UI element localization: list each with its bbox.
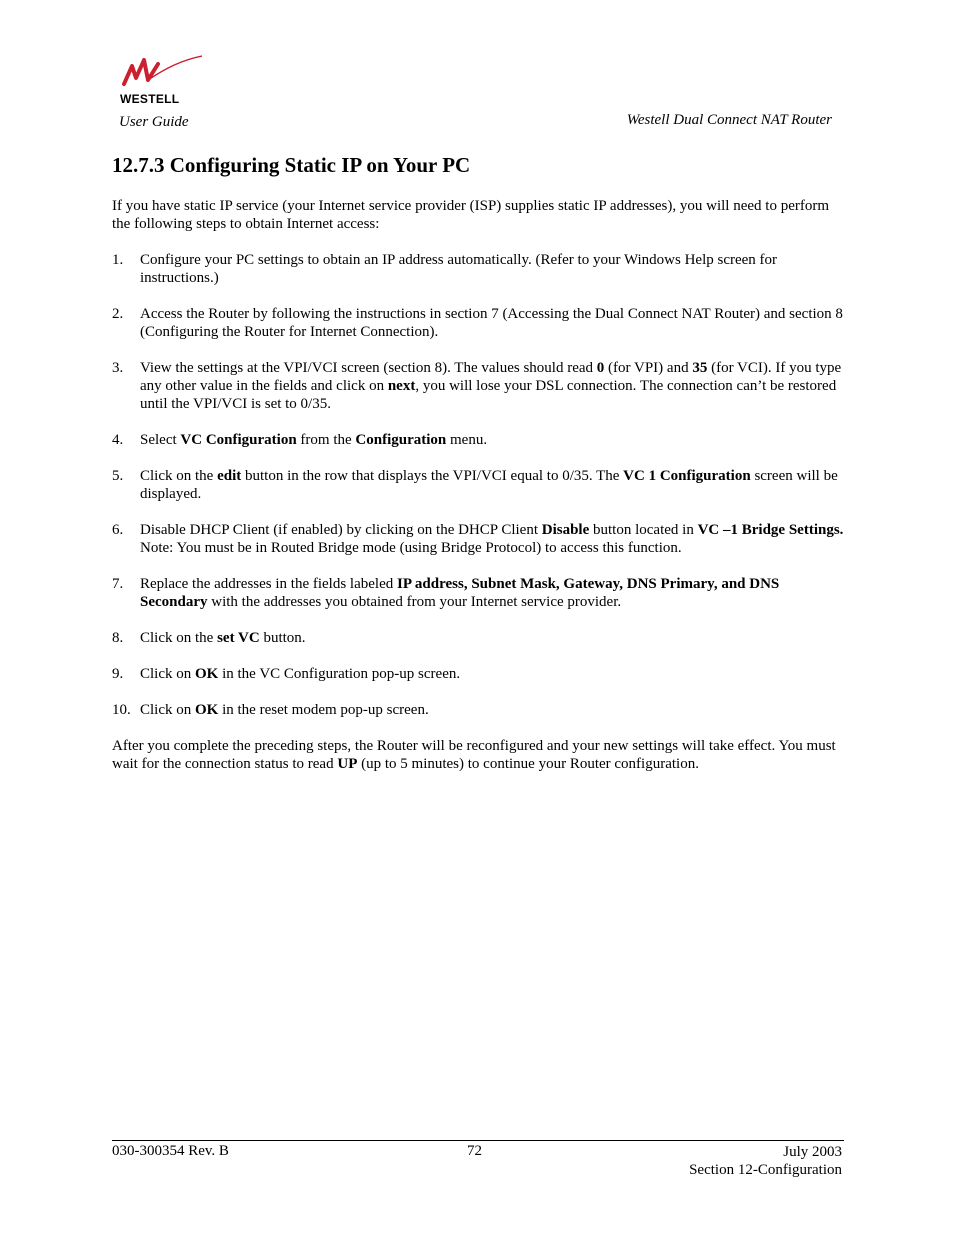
bold-term: VC Configuration: [180, 432, 297, 448]
bold-term: VC –1 Bridge Settings.: [697, 522, 844, 538]
step-number: 4.: [112, 432, 124, 448]
step-number: 7.: [112, 576, 124, 592]
bold-term: VC 1 Configuration: [623, 468, 751, 484]
step-text: [140, 629, 847, 647]
text-run: button in the row that displays the VPI/VCI equal to 0/35. The: [241, 468, 624, 484]
text-run: Click on the: [140, 630, 218, 646]
bold-term: IP address, Subnet Mask, Gateway, DNS Primary, and DNS Secondary: [140, 576, 780, 610]
text-run: in the VC Configuration pop-up screen.: [218, 666, 461, 682]
footer-right: [689, 1143, 842, 1179]
closing-paragraph: [112, 737, 847, 773]
list-item: [112, 359, 847, 413]
list-item: [112, 251, 847, 287]
text-run: screen will be displayed.: [140, 468, 838, 502]
footer-doc-number: 030-300354 Rev. B: [112, 1143, 229, 1159]
text-run: Replace the addresses in the fields labeled: [140, 576, 397, 592]
step-text: [140, 359, 847, 413]
step-text: [140, 431, 847, 449]
text-run: (up to 5 minutes) to continue your Router configuration.: [357, 756, 699, 772]
bold-term: Disable: [541, 522, 590, 538]
step-number: 2.: [112, 306, 124, 322]
header-left-label: User Guide: [119, 114, 189, 130]
text-run: Access the Router by following the instructions in section 7 (Accessing the Dual Connect NAT Router) and section 8 (Configuring the Router for Internet Connection).: [140, 306, 843, 340]
step-text: [140, 305, 847, 341]
step-text: [140, 665, 847, 683]
westell-logo: [118, 54, 202, 106]
intro-paragraph: If you have static IP service (your Internet service provider (ISP) supplies static IP addresses), you will need to perform the following steps to obtain Internet access:: [112, 198, 830, 232]
text-run: Disable DHCP Client (if enabled) by clicking on the DHCP Client: [140, 522, 542, 538]
step-text: [140, 575, 847, 611]
footer-section: Section 12-Configuration: [689, 1162, 842, 1178]
text-run: Note: You must be in Routed Bridge mode (using Bridge Protocol) to access this function.: [140, 540, 682, 556]
bold-term: OK: [195, 702, 219, 718]
footer-page-number: 72: [467, 1143, 482, 1159]
footer-date: July 2003: [783, 1144, 842, 1160]
text-run: button located in: [589, 522, 698, 538]
list-item: [112, 467, 847, 503]
step-text: [140, 251, 847, 287]
bold-term: edit: [217, 468, 242, 484]
text-run: in the reset modem pop-up screen.: [218, 702, 429, 718]
list-item: [112, 629, 847, 647]
text-run: View the settings at the VPI/VCI screen (section 8). The values should read: [140, 360, 597, 376]
steps-list: [112, 251, 847, 719]
list-item: [112, 431, 847, 449]
step-number: 5.: [112, 468, 124, 484]
step-number: 6.: [112, 522, 124, 538]
step-text: [140, 521, 847, 557]
header-right-label: Westell Dual Connect NAT Router: [626, 112, 832, 128]
text-run: menu.: [446, 432, 488, 448]
footer-rule: [112, 1140, 844, 1141]
step-text: [140, 467, 847, 503]
bold-term: Configuration: [355, 432, 447, 448]
step-number: 8.: [112, 630, 124, 646]
bold-term: OK: [195, 666, 219, 682]
bold-term: UP: [337, 756, 358, 772]
text-run: from the: [296, 432, 356, 448]
westell-swoosh-icon: [118, 54, 202, 94]
list-item: [112, 575, 847, 611]
text-run: Configure your PC settings to obtain an IP address automatically. (Refer to your Windows Help screen for instructions.): [140, 252, 778, 286]
text-run: , you will lose your DSL connection. The connection can’t be restored until the VPI/VCI is set to 0/35.: [140, 378, 837, 412]
text-run: button.: [259, 630, 306, 646]
list-item: [112, 701, 847, 719]
text-run: (for VCI). If you type any other value in the fields and click on: [140, 360, 842, 394]
step-number: 9.: [112, 666, 124, 682]
document-body: [112, 197, 847, 773]
list-item: [112, 665, 847, 683]
list-item: [112, 521, 847, 557]
step-number: 10.: [112, 702, 131, 718]
text-run: After you complete the preceding steps, the Router will be reconfigured and your new settings will take effect. You must wait for the connection status to read: [112, 738, 836, 772]
text-run: Select: [140, 432, 181, 448]
bold-term: next: [387, 378, 416, 394]
section-title: 12.7.3 Configuring Static IP on Your PC: [112, 153, 471, 177]
step-text: [140, 701, 847, 719]
text-run: Click on the: [140, 468, 218, 484]
bold-term: 35: [692, 360, 708, 376]
logo-wordmark: WESTELL: [120, 92, 180, 106]
step-number: 3.: [112, 360, 124, 376]
text-run: (for VPI) and: [604, 360, 693, 376]
bold-term: 0: [596, 360, 605, 376]
text-run: Click on: [140, 702, 195, 718]
text-run: Click on: [140, 666, 195, 682]
bold-term: set VC: [217, 630, 260, 646]
text-run: with the addresses you obtained from your Internet service provider.: [207, 594, 622, 610]
list-item: [112, 305, 847, 341]
step-number: 1.: [112, 252, 124, 268]
